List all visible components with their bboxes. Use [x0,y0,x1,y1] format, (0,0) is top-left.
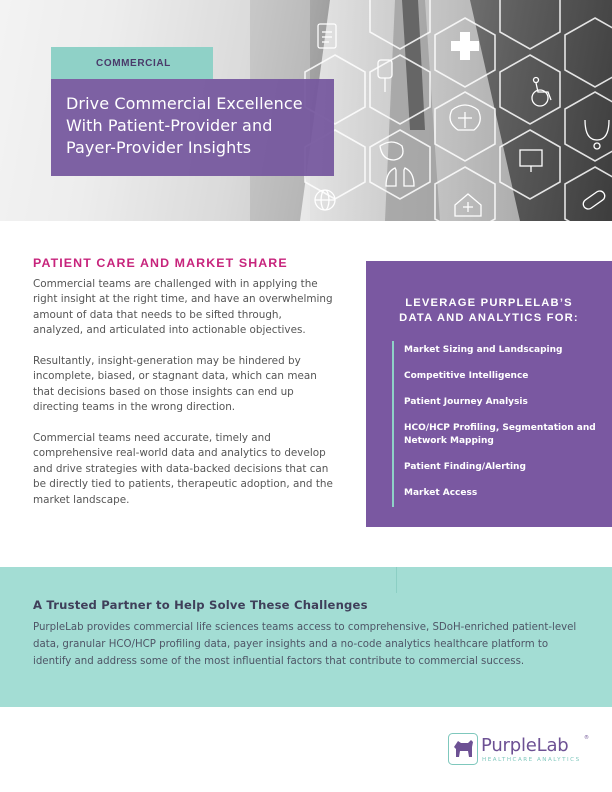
logo-tagline: HEALTHCARE ANALYTICS [482,757,581,763]
body-paragraph: Commercial teams are challenged with in applying the right insight at the right time, and have an overwhelming amount of data that needs to be sifted through, analyzed, and articulated into actionable objectives. [33,278,333,337]
page-title [66,93,322,159]
capabilities-list [404,344,604,513]
page-title-line: With Patient-Provider and [66,116,273,135]
partner-title: A Trusted Partner to Help Solve These Challenges [33,598,368,612]
capabilities-title-line: LEVERAGE PURPLELAB’S [405,297,573,309]
monitor-icon [520,150,542,172]
wheelchair-icon [532,78,551,107]
stethoscope-icon [585,120,609,149]
list-item: Market Access [404,487,478,498]
purplelab-logo [448,733,593,769]
pill-icon [581,189,606,211]
divider [396,567,397,593]
capabilities-title-line: DATA AND ANALYTICS FOR: [399,312,579,324]
registered-mark: ® [584,735,589,741]
hero-banner [0,0,612,221]
capabilities-panel [366,261,612,527]
body-text [33,277,333,523]
category-tag-label: COMMERCIAL [96,57,171,69]
capabilities-title [366,296,612,326]
dog-logo-icon [448,733,478,765]
headline-box [51,79,334,176]
body-paragraph: Resultantly, insight-generation may be hindered by incomplete, biased, or stagnant data, which can mean that decisions based on those insights can end up directing teams in the wrong direction. [33,355,317,414]
partner-body: PurpleLab provides commercial life sciences teams access to comprehensive, SDoH-enriched patient-level data, granular HCO/HCP profiling data, payer insights and a no-code analytics healthcare platform to identify and address some of the most influential factors that contribute to commercial success. [33,622,577,667]
body-paragraph: Commercial teams need accurate, timely and comprehensive real-world data and analytics to develop and drive strategies with data-backed decisions that can be directly tied to patients, therapeutic adoption, and the market landscape. [33,432,333,506]
list-item: Market Sizing and Landscaping [404,345,563,355]
list-item: Patient Journey Analysis [404,397,528,407]
accent-rule [392,341,394,507]
page-title-line: Drive Commercial Excellence [66,94,303,113]
section-title: PATIENT CARE AND MARKET SHARE [33,256,288,270]
logo-name: PurpleLab [481,735,569,756]
category-tag [51,47,213,79]
list-item: Competitive Intelligence [404,371,529,381]
list-item: Patient Finding/Alerting [404,461,526,472]
partner-section [0,567,612,707]
list-item: HCO/HCP Profiling, Segmentation and Network Mapping [404,423,596,446]
page-title-line: Payer-Provider Insights [66,138,252,157]
